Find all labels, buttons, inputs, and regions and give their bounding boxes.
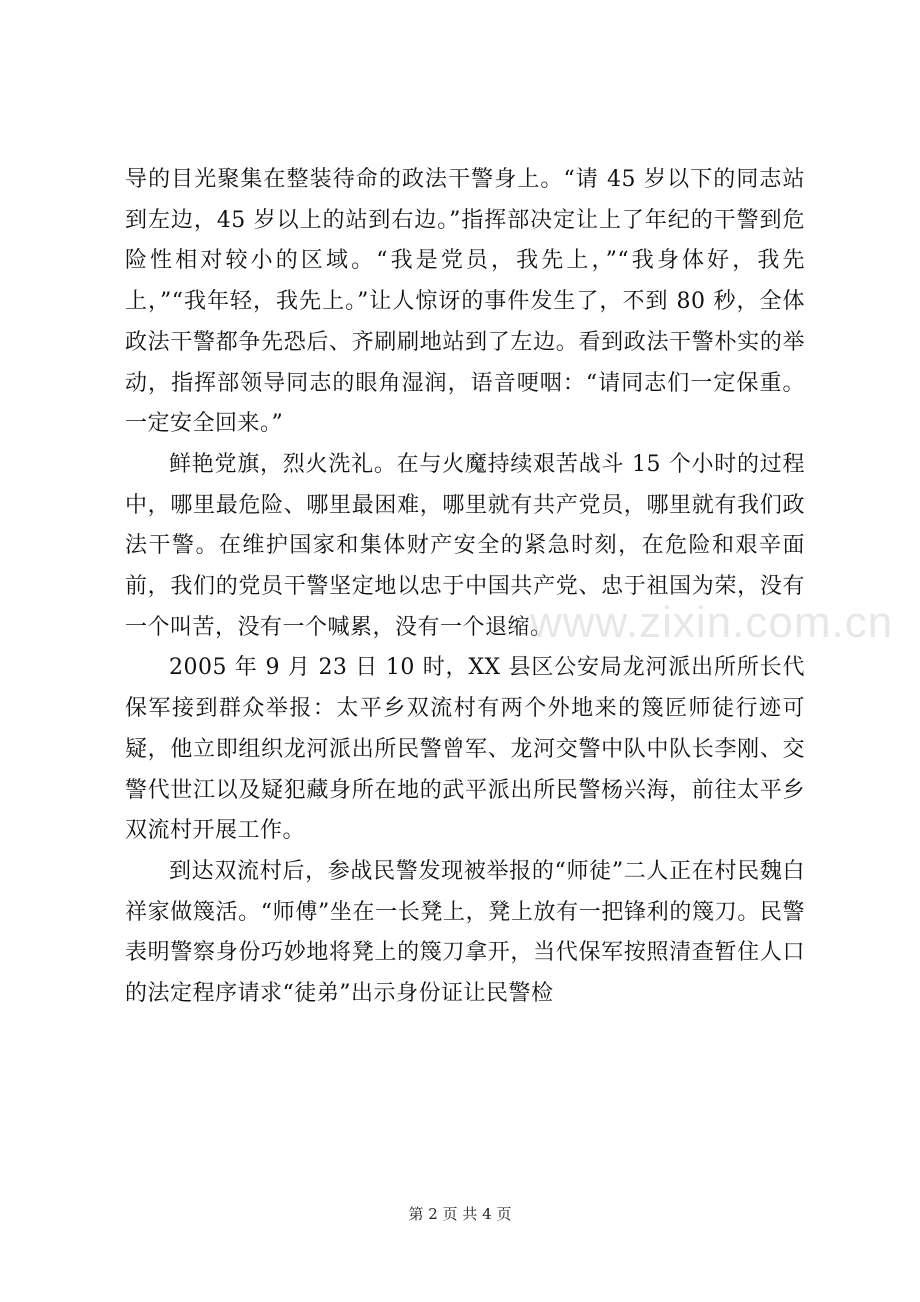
paragraph-4: 到达双流村后，参战民警发现被举报的“师徒”二人正在村民魏白祥家做篾活。“师傅”坐在一长凳上，凳上放有一把锋利的篾刀。民警表明警察身份巧妙地将凳上的篾刀拿开，当代保军按照清查暂住人口的法定程序请求“徒弟”出示身份证让民警检 (125, 858, 805, 1007)
watermark: www.zixin.com.cn (530, 598, 894, 647)
paragraph-1: 导的目光聚集在整装待命的政法干警身上。“请 45 岁以下的同志站到左边，45 岁以上的站到右边。”指挥部决定让上了年纪的干警到危险性相对较小的区域。“我是党员，我先上，”“我身体好，我先上，”“我年轻，我先上。”让人惊讶的事件发生了，不到 80 秒，全体政法干警都争先恐后、齐刷刷地站到了左边。看到政法干警朴实的举动，指挥部领导同志的眼角湿润，语音哽咽：“请同志们一定保重。一定安全回来。” (125, 167, 805, 437)
paragraph-2: 鲜艳党旗，烈火洗礼。在与火魔持续艰苦战斗 15 个小时的过程中，哪里最危险、哪里最困难，哪里就有共产党员，哪里就有我们政法干警。在维护国家和集体财产安全的紧急时刻，在危险和艰辛面前，我们的党员干警坚定地以忠于中国共产党、忠于祖国为荣，没有一个叫苦，没有一个喊累，没有一个退缩。 (125, 451, 805, 640)
page-footer: 第 2 页 共 4 页 (408, 1205, 512, 1223)
body-text (125, 160, 805, 1015)
paragraph-3: 2005 年 9 月 23 日 10 时，XX 县区公安局龙河派出所所长代保军接到群众举报：太平乡双流村有两个外地来的篾匠师徒行迹可疑，他立即组织龙河派出所民警曾军、龙河交警中队中队长李刚、交警代世江以及疑犯藏身所在地的武平派出所民警杨兴海，前往太平乡双流村开展工作。 (125, 655, 805, 844)
